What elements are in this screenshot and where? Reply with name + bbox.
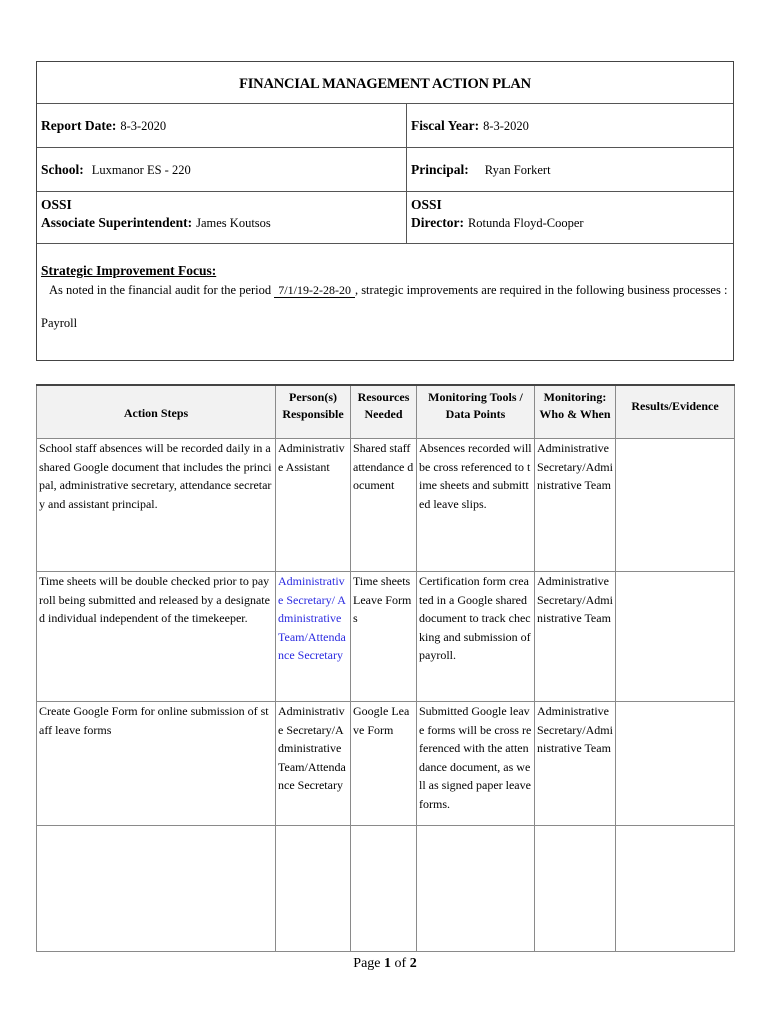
current-page: 1 (384, 956, 392, 971)
fiscal-year-value: 8-3-2020 (483, 119, 529, 133)
focus-text-before: As noted in the financial audit for the period (49, 283, 272, 297)
monitoring-tools-cell: Submitted Google leave forms will be cross referenced with the attendance document, as well as signed paper leave forms. (417, 702, 535, 826)
action-plan-table (36, 384, 735, 952)
header-line: Who & When (539, 407, 611, 421)
header-line: Needed (364, 407, 403, 421)
column-header-monitoring-who (535, 385, 616, 439)
monitoring-who-cell: Administrative Secretary/Administrative Team (535, 572, 616, 702)
ossi-label: OSSI (41, 197, 72, 212)
school-label: School: (41, 162, 84, 177)
school-field (41, 161, 191, 179)
divider (37, 103, 733, 104)
column-header-results: Results/Evidence (616, 385, 735, 439)
report-date-label: Report Date: (41, 118, 117, 133)
table-header-row (37, 385, 735, 439)
associate-superintendent-label: Associate Superintendent: (41, 215, 193, 230)
ossi-left (41, 197, 271, 232)
persons-cell: Administrative Secretary/Administrative Team/Attendance Secretary (276, 702, 351, 826)
table-row (37, 702, 735, 826)
results-cell (616, 826, 735, 952)
column-header-monitoring-tools (417, 385, 535, 439)
monitoring-tools-cell (417, 826, 535, 952)
ossi-label: OSSI (411, 197, 442, 212)
action-step-cell: Time sheets will be double checked prior to payroll being submitted and released by a designated individual independent of the timekeeper. (37, 572, 276, 702)
header-line: Person(s) (289, 390, 337, 404)
principal-field (411, 161, 551, 179)
resources-cell: Shared staff attendance document (351, 439, 417, 572)
header-line: Responsible (282, 407, 344, 421)
school-value: Luxmanor ES - 220 (91, 163, 191, 177)
results-cell (616, 439, 735, 572)
page-number (0, 956, 770, 972)
fiscal-year-field (411, 117, 529, 135)
divider (406, 103, 407, 243)
results-cell (616, 572, 735, 702)
report-date-value: 8-3-2020 (120, 119, 167, 133)
divider (37, 191, 733, 192)
director-value: Rotunda Floyd-Cooper (467, 216, 584, 230)
document-title: FINANCIAL MANAGEMENT ACTION PLAN (239, 76, 531, 92)
business-process: Payroll (41, 316, 78, 330)
action-step-cell (37, 826, 276, 952)
resources-cell: Time sheets Leave Forms (351, 572, 417, 702)
director-label: Director: (411, 215, 464, 230)
audit-period: 7/1/19-2-28-20 (274, 284, 355, 298)
table-row (37, 572, 735, 702)
header-line: Data Points (445, 407, 506, 421)
strategic-focus-heading: Strategic Improvement Focus: (41, 263, 217, 278)
resources-cell: Google Leave Form (351, 702, 417, 826)
page-word: Page (353, 956, 381, 971)
persons-cell: Administrative Secretary/ Administrative Team/Attendance Secretary (276, 572, 351, 702)
persons-cell: Administrative Assistant (276, 439, 351, 572)
divider (37, 243, 733, 244)
column-header-persons (276, 385, 351, 439)
column-header-resources (351, 385, 417, 439)
resources-cell (351, 826, 417, 952)
total-pages: 2 (409, 956, 417, 971)
fiscal-year-label: Fiscal Year: (411, 118, 480, 133)
header-line: Monitoring Tools / (428, 390, 523, 404)
table-row (37, 439, 735, 572)
divider (37, 147, 733, 148)
report-date-field (41, 117, 166, 135)
monitoring-who-cell: Administrative Secretary/Administrative Team (535, 702, 616, 826)
strategic-focus (41, 263, 727, 331)
monitoring-who-cell: Administrative Secretary/Administrative Team (535, 439, 616, 572)
header-line: Resources (357, 390, 410, 404)
plan-header (36, 61, 734, 361)
action-step-cell: School staff absences will be recorded daily in a shared Google document that includes the principal, administrative secretary, attendance secretary and assistant principal. (37, 439, 276, 572)
ossi-right (411, 197, 584, 232)
header-line: Monitoring: (543, 390, 607, 404)
of-word: of (394, 956, 407, 971)
results-cell (616, 702, 735, 826)
column-header-action-steps: Action Steps (37, 385, 276, 439)
principal-label: Principal: (411, 162, 469, 177)
focus-text-after: , strategic improvements are required in the following business processes : (354, 283, 728, 297)
monitoring-tools-cell: Absences recorded will be cross referenced to time sheets and submitted leave slips. (417, 439, 535, 572)
monitoring-tools-cell: Certification form created in a Google shared document to track checking and submission of payroll. (417, 572, 535, 702)
table-row (37, 826, 735, 952)
principal-value: Ryan Forkert (484, 163, 551, 177)
monitoring-who-cell (535, 826, 616, 952)
associate-superintendent-value: James Koutsos (196, 216, 271, 230)
persons-cell (276, 826, 351, 952)
action-step-cell: Create Google Form for online submission of staff leave forms (37, 702, 276, 826)
